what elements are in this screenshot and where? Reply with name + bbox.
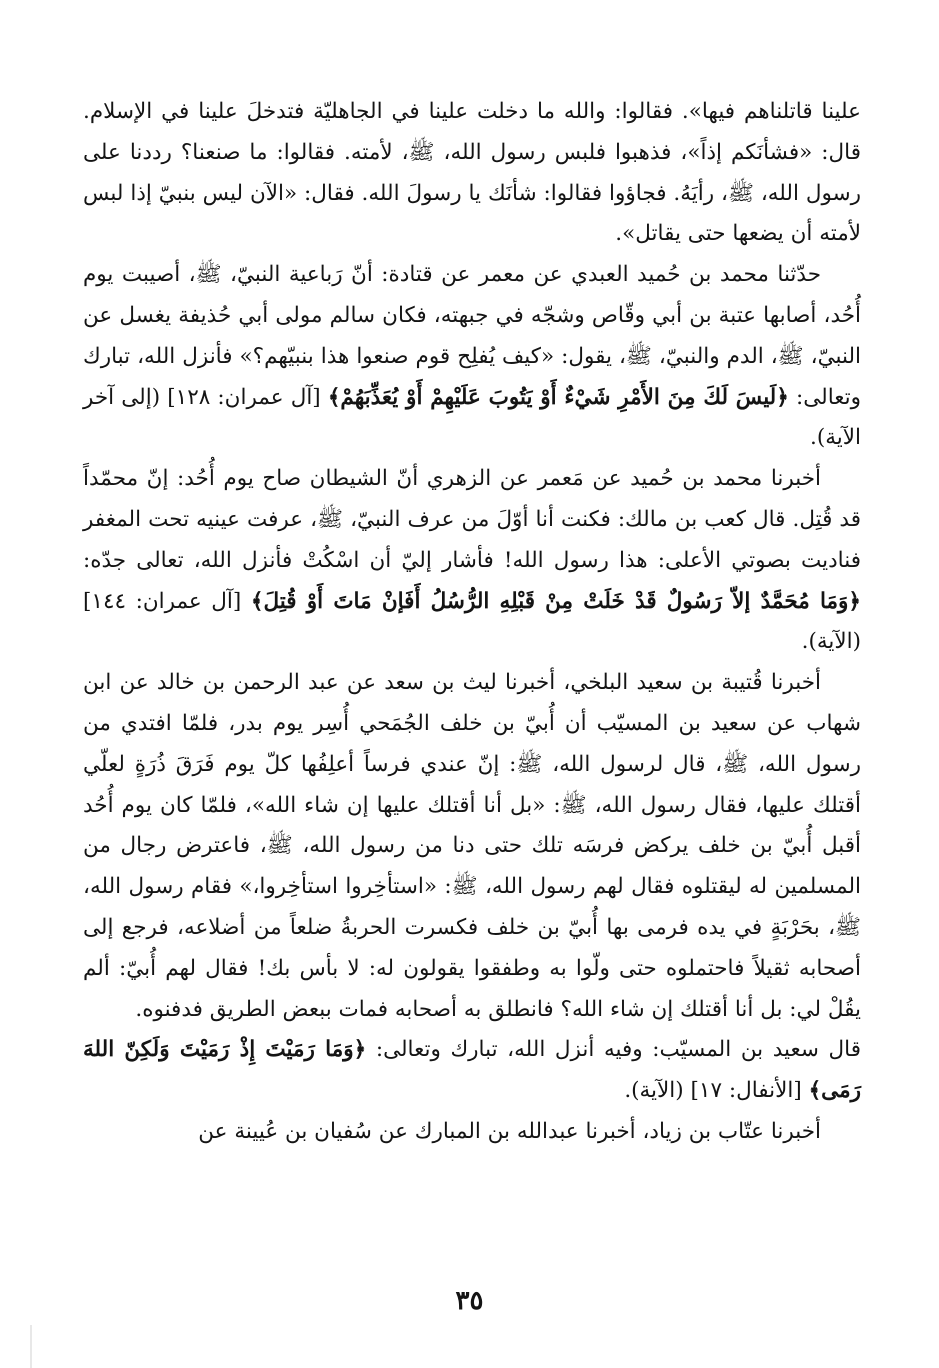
body-text: [83, 92, 861, 1153]
text-segment: قال سعيد بن المسيّب: وفيه أنزل الله، تبارك وتعالى:: [366, 1037, 861, 1063]
quran-verse: ﴿وَمَا رَمَيْتَ إِذْ رَمَيْتَ وَلَكِنّ اللهَ رَمَى﴾: [83, 1037, 861, 1104]
paragraph-2: [83, 255, 861, 459]
paragraph-4: [83, 663, 861, 1030]
paragraph-6: [83, 1112, 861, 1153]
paragraph-5: [83, 1030, 861, 1112]
page-number: ٣٥: [455, 1286, 484, 1316]
text-segment: أخبرنا عتّاب بن زياد، أخبرنا عبدالله بن المبارك عن سُفيان بن عُيينة عن: [198, 1118, 821, 1144]
verse-reference: [آل عمران: ١٤٤] (الآية).: [83, 588, 861, 655]
text-segment: حدّثنا محمد بن حُميد العبدي عن معمر عن قتادة: أنّ رَباعية النبيّ، ﷺ، أصيبت يوم أُحُد، أصابها عتبة بن أبي وقّاص وشجّه في جبهته، فكان سالم مولى أبي حُذيفة يغسل عن النبيّ، ﷺ، الدم والنبيّ، ﷺ، يقول: «كيف يُفلِح قوم صنعوا هذا بنبيّهم؟» فأنزل الله، تبارك وتعالى:: [83, 262, 861, 410]
verse-reference: [الأنفال: ١٧] (الآية).: [624, 1078, 809, 1104]
text-segment: علينا قاتلناهم فيها». فقالوا: والله ما دخلت علينا في الجاهليّة فتدخلَ علينا في الإسلام. قال: «فشأنَكم إذاً»، فذهبوا فلبس رسول الله، ﷺ، لأمته. فقالوا: ما صنعنا؟ رددنا على رسول الله، ﷺ، رأيَهُ. فجاؤوا فقالوا: شأنَك يا رسولَ الله. فقال: «الآن ليس بنبيّ إذا لبس لأمته أن يضعها حتى يقاتل».: [83, 99, 861, 247]
verse-reference: [آل عمران: ١٢٨] (إلى آخر الآية).: [83, 384, 861, 451]
scan-edge-divider: [30, 1325, 32, 1368]
paragraph-1: [83, 92, 861, 255]
quran-verse: ﴿لَيسَ لَكَ مِنَ الأَمْرِ شَيْءٌ أَوْ يَتُوبَ عَلَيْهِمْ أَوْ يُعَذِّبَهُمْ﴾: [327, 384, 789, 410]
text-segment: أخبرنا قُتيبة بن سعيد البلخي، أخبرنا ليث بن سعد عن عبد الرحمن بن خالد عن ابن شهاب عن سعيد بن المسيّب أن أُبيّ بن خلف الجُمَحي أُسِر يوم بدر، فلمّا افتدي من رسول الله، ﷺ، قال لرسول الله، ﷺ: إنّ عندي فرساً أعلِفُها كلّ يوم فَرَقَ ذُرَةٍ لعلّي أقتلك عليها، فقال رسول الله، ﷺ: «بل أنا أقتلك عليها إن شاء الله»، فلمّا كان يوم أُحُد أقبل أُبيّ بن خلف يركض فرسَه تلك حتى دنا من رسول الله، ﷺ، فاعترض رجال من المسلمين له ليقتلوه فقال لهم رسول الله، ﷺ: «استأخِروا استأخِروا،» فقام رسول الله، ﷺ، بحَرْبَةٍ في يده فرمى بها أُبيّ بن خلف فكسرت الحربةُ ضلعاً من أضلاعه، فرجع إلى أصحابه ثقيلاً فاحتملوه حتى ولّوا به وطفقوا يقولون له: لا بأس بك! فقال لهم أُبيّ: ألم يقُلْ لي: بل أنا أقتلك إن شاء الله؟ فانطلق به أصحابه فمات ببعض الطريق فدفنوه.: [83, 670, 861, 1022]
paragraph-3: [83, 459, 861, 663]
quran-verse: ﴿وَمَا مُحَمَّدٌ إلاّ رَسُولٌ قَدْ خَلَتْ مِنْ قَبْلِهِ الرُّسُلُ أَفَإنْ مَاتَ أَوْ قُتِلَ﴾: [250, 588, 861, 614]
text-segment: أخبرنا محمد بن حُميد عن مَعمر عن الزهري أنّ الشيطان صاح يوم أُحُد: إنّ محمّداً قد قُتِل. قال كعب بن مالك: فكنت أنا أوّلَ من عرف النبيّ، ﷺ، عرفت عينيه تحت المغفر فناديت بصوتي الأعلى: هذا رسول الله! فأشار إليّ أن اسْكُتْ فأنزل الله، تعالى جدّه:: [83, 466, 861, 573]
